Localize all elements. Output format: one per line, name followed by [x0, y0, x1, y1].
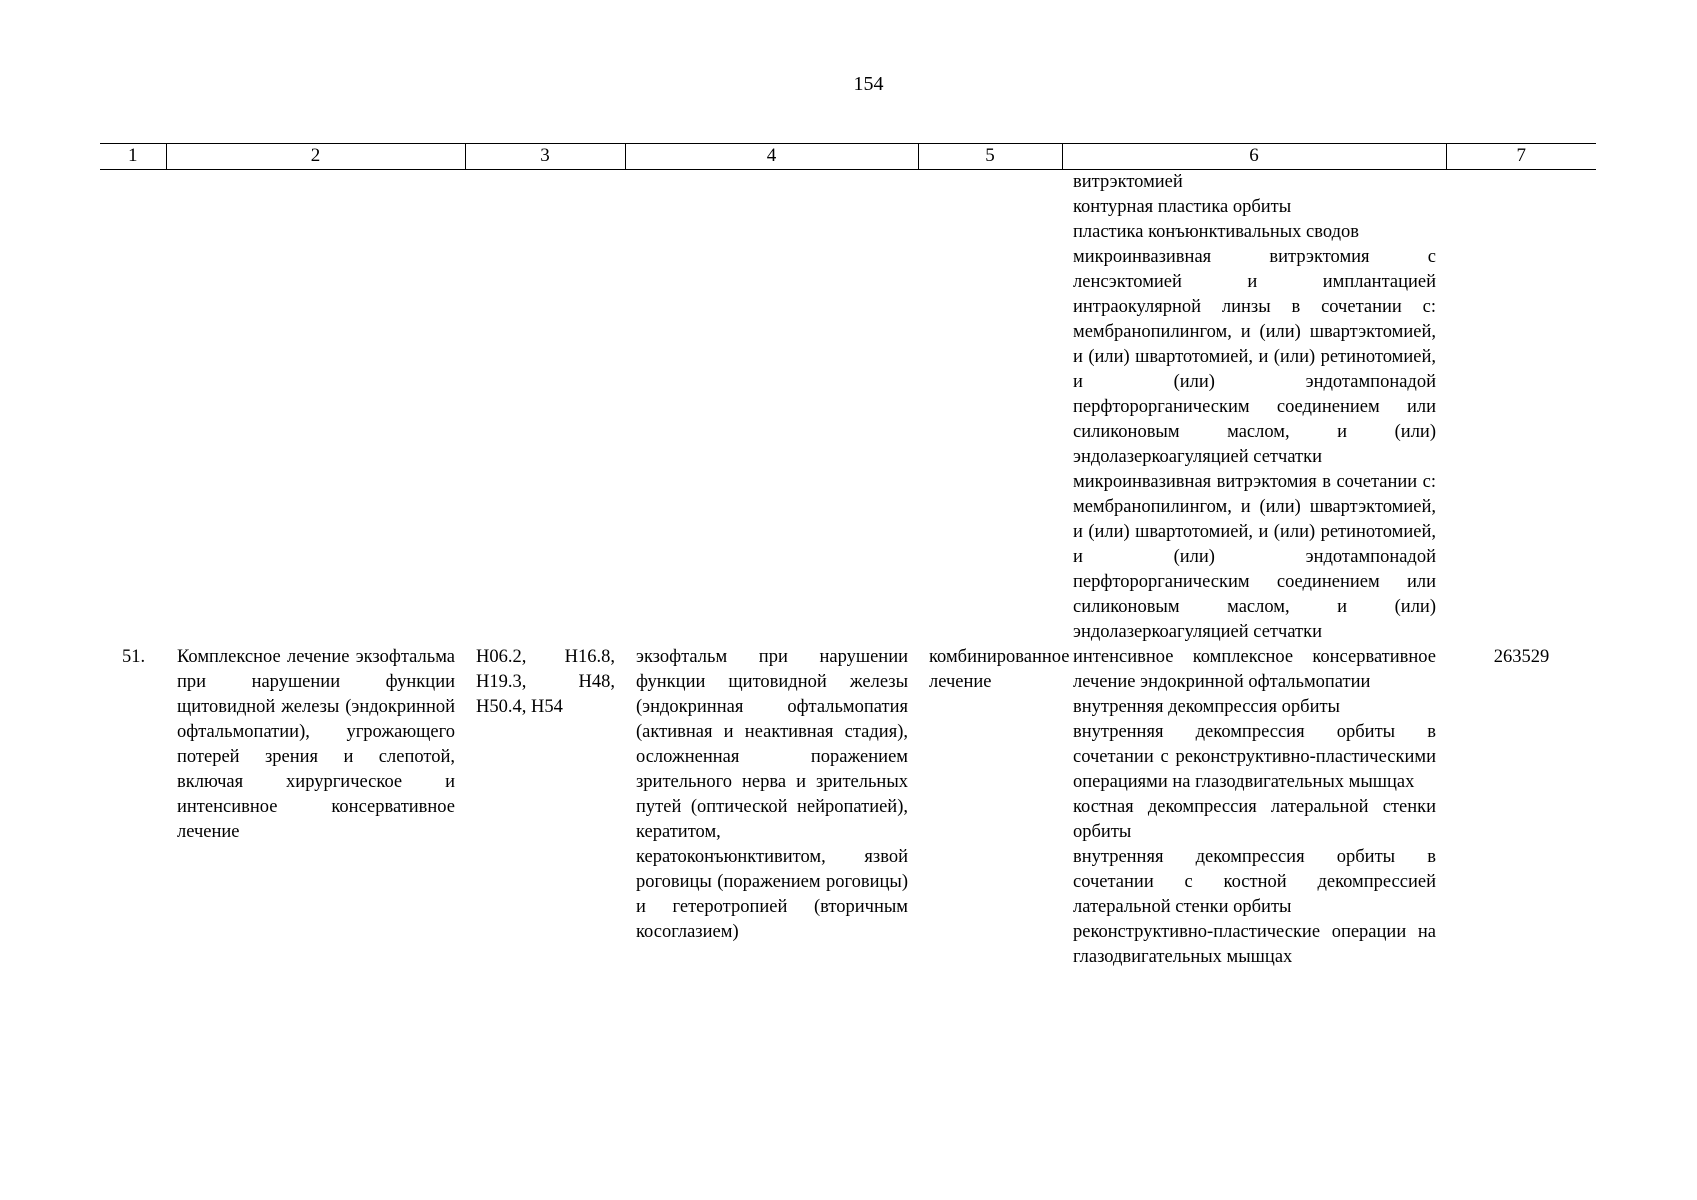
method-item: внутренняя декомпрессия орбиты в сочетании с костной декомпрессией латеральной стенки орбиты	[1073, 847, 1436, 917]
cell-empty	[166, 170, 465, 646]
method-item: витрэктомией	[1073, 172, 1183, 192]
table-row-continuation	[100, 170, 1596, 646]
cell-row-number: 51.	[121, 647, 146, 667]
cell-empty	[100, 170, 166, 646]
method-item: микроинвазивная витрэктомия с ленсэктомией и имплантацией интраокулярной линзы в сочетании с: мембранопилингом, и (или) швартэктомией, и (или) швартотомией, и (или) ретинотомией, и (или) эндотампонадой перфторорганическим соединением или силиконовым маслом, и (или) эндолазеркоагуляцией сетчатки	[1073, 247, 1436, 467]
column-header-7: 7	[1446, 144, 1596, 170]
table-header-row	[100, 144, 1596, 170]
column-header-1: 1	[100, 144, 166, 170]
cell-cost: 263529	[1493, 647, 1550, 667]
column-header-2: 2	[166, 144, 465, 170]
method-item: контурная пластика орбиты	[1073, 197, 1292, 217]
table-row-51	[100, 645, 1596, 970]
method-item: реконструктивно-пластические операции на глазодвигательных мышцах	[1073, 922, 1436, 967]
method-item: костная декомпрессия латеральной стенки орбиты	[1073, 797, 1436, 842]
cell-empty	[1446, 170, 1596, 646]
cell-patient-model: экзофтальм при нарушении функции щитовидной железы (эндокринная офтальмопатия (активная и неактивная стадия), осложненная поражением зрительного нерва и зрительных путей (оптической нейропатией), кератитом, кератоконъюнктивитом, язвой роговицы (поражением роговицы) и гетеротропией (вторичным косоглазием)	[636, 647, 908, 942]
medical-care-table	[100, 143, 1596, 970]
page-number: 154	[853, 73, 884, 95]
method-item: внутренняя декомпрессия орбиты в сочетании с реконструктивно-пластическими операциями на глазодвигательных мышцах	[1073, 722, 1436, 792]
cell-treatment-methods	[1062, 645, 1446, 970]
cell-icd-codes: H06.2, H16.8, H19.3, H48, H50.4, H54	[476, 647, 615, 717]
cell-treatment-type: комбинированное лечение	[929, 647, 1070, 692]
column-header-6: 6	[1062, 144, 1446, 170]
cell-empty	[918, 170, 1062, 646]
column-header-4: 4	[625, 144, 918, 170]
cell-methods-continuation	[1062, 170, 1446, 646]
cell-empty	[465, 170, 625, 646]
column-header-3: 3	[465, 144, 625, 170]
method-item: микроинвазивная витрэктомия в сочетании с: мембранопилингом, и (или) швартэктомией, и (или) швартотомией, и (или) ретинотомией, и (или) эндотампонадой перфторорганическим соединением или силиконовым маслом, и (или) эндолазеркоагуляцией сетчатки	[1073, 472, 1436, 642]
column-header-5: 5	[918, 144, 1062, 170]
cell-care-name: Комплексное лечение экзофтальма при нарушении функции щитовидной железы (эндокринной офтальмопатии), угрожающего потерей зрения и слепотой, включая хирургическое и интенсивное консервативное лечение	[177, 647, 455, 842]
method-item: внутренняя декомпрессия орбиты	[1073, 697, 1340, 717]
cell-empty	[625, 170, 918, 646]
method-item: пластика конъюнктивальных сводов	[1073, 222, 1359, 242]
method-item: интенсивное комплексное консервативное лечение эндокринной офтальмопатии	[1073, 647, 1436, 692]
